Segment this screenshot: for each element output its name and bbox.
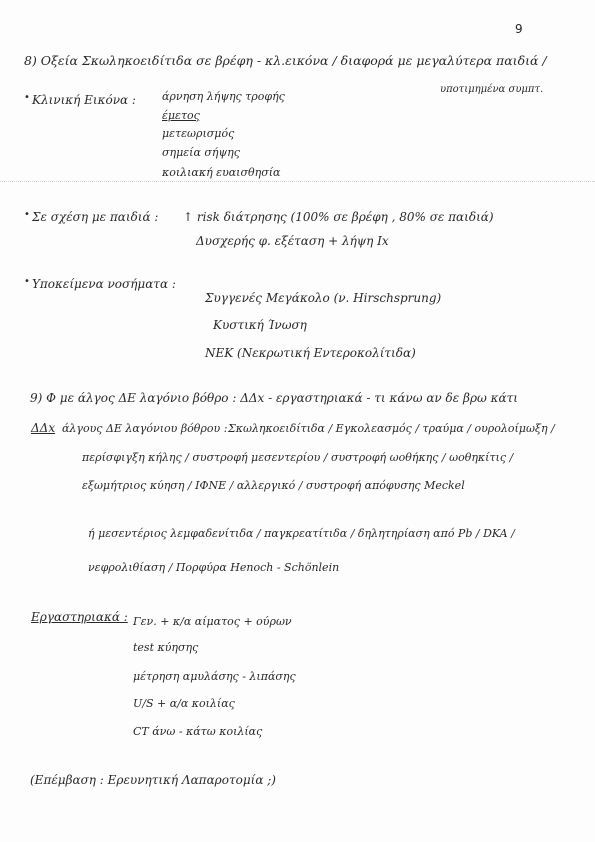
- clinical-item: κοιλιακή ευαισθησία: [162, 166, 281, 179]
- clinical-label: Κλινική Εικόνα :: [32, 93, 136, 107]
- underlying-item: Συγγενές Μεγάκολο (ν. Hirschsprung): [205, 291, 442, 305]
- ddx-line: περίσφιγξη κήλης / συστροφή μεσεντερίου / συστροφή ωοθήκης / ωοθηκίτις /: [82, 451, 514, 464]
- ddx-line: εξωμήτριος κύηση / IΦΝΕ / αλλεργικό / συστροφή απόφυσης Meckel: [82, 479, 465, 492]
- ddx-line: νεφρολιθίαση / Πορφύρα Henoch - Schönlein: [88, 561, 340, 574]
- ddx-label: ΔΔx: [31, 421, 56, 435]
- lab-item: CT άνω - κάτω κοιλίας: [133, 725, 263, 738]
- underlying-item: NEK (Νεκρωτική Εντεροκολίτιδα): [205, 346, 416, 360]
- ddx-heading: άλγους ΔΕ λαγόνιου βόθρου :: [62, 422, 228, 435]
- lab-item: U/S + α/α κοιλίας: [133, 697, 235, 710]
- bullet-dot: •: [24, 209, 30, 220]
- ddx-line: Σκωληκοειδίτιδα / Εγκολεασμός / τραύμα / ουρολοίμωξη /: [228, 422, 555, 435]
- faint-ruled-line: [0, 181, 595, 182]
- clinical-item: μετεωρισμός: [162, 127, 235, 140]
- lab-item: Γεν. + κ/α αίματος + ούρων: [133, 615, 292, 628]
- section-8-title: 8) Οξεία Σκωληκοειδίτιδα σε βρέφη - κλ.εικόνα / διαφορά με μεγαλύτερα παιδιά /: [24, 53, 547, 68]
- children-line: ↑ risk διάτρησης (100% σε βρέφη , 80% σε παιδιά): [183, 210, 494, 224]
- children-label: Σε σχέση με παιδιά :: [32, 210, 159, 224]
- final-note: (Επέμβαση : Ερευνητική Λαπαροτομία ;): [30, 773, 276, 787]
- bullet-dot: •: [24, 92, 30, 103]
- clinical-item: άρνηση λήψης τροφής: [162, 90, 285, 103]
- ddx-line: ή μεσεντέριος λεμφαδενίτιδα / παγκρεατίτιδα / δηλητηρίαση από Pb / DKA /: [88, 527, 515, 540]
- clinical-item: σημεία σήψης: [162, 146, 240, 159]
- section-8-title-cont: υποτιμημένα συμπτ.: [440, 84, 544, 95]
- lab-item: μέτρηση αμυλάσης - λιπάσης: [133, 670, 296, 683]
- clinical-item: έμετος: [162, 109, 200, 122]
- underlying-label: Υποκείμενα νοσήματα :: [32, 277, 176, 291]
- page-number: 9: [515, 22, 523, 36]
- section-9-title: 9) Φ με άλγος ΔΕ λαγόνιο βόθρο : ΔΔx - εργαστηριακά - τι κάνω αν δε βρω κάτι: [30, 391, 518, 405]
- children-line: Δυσχερής φ. εξέταση + λήψη Ιx: [196, 234, 389, 248]
- lab-item: test κύησης: [133, 641, 199, 654]
- labs-label: Εργαστηριακά :: [31, 610, 128, 624]
- bullet-dot: •: [24, 276, 30, 287]
- underlying-item: Κυστική Ίνωση: [213, 318, 307, 332]
